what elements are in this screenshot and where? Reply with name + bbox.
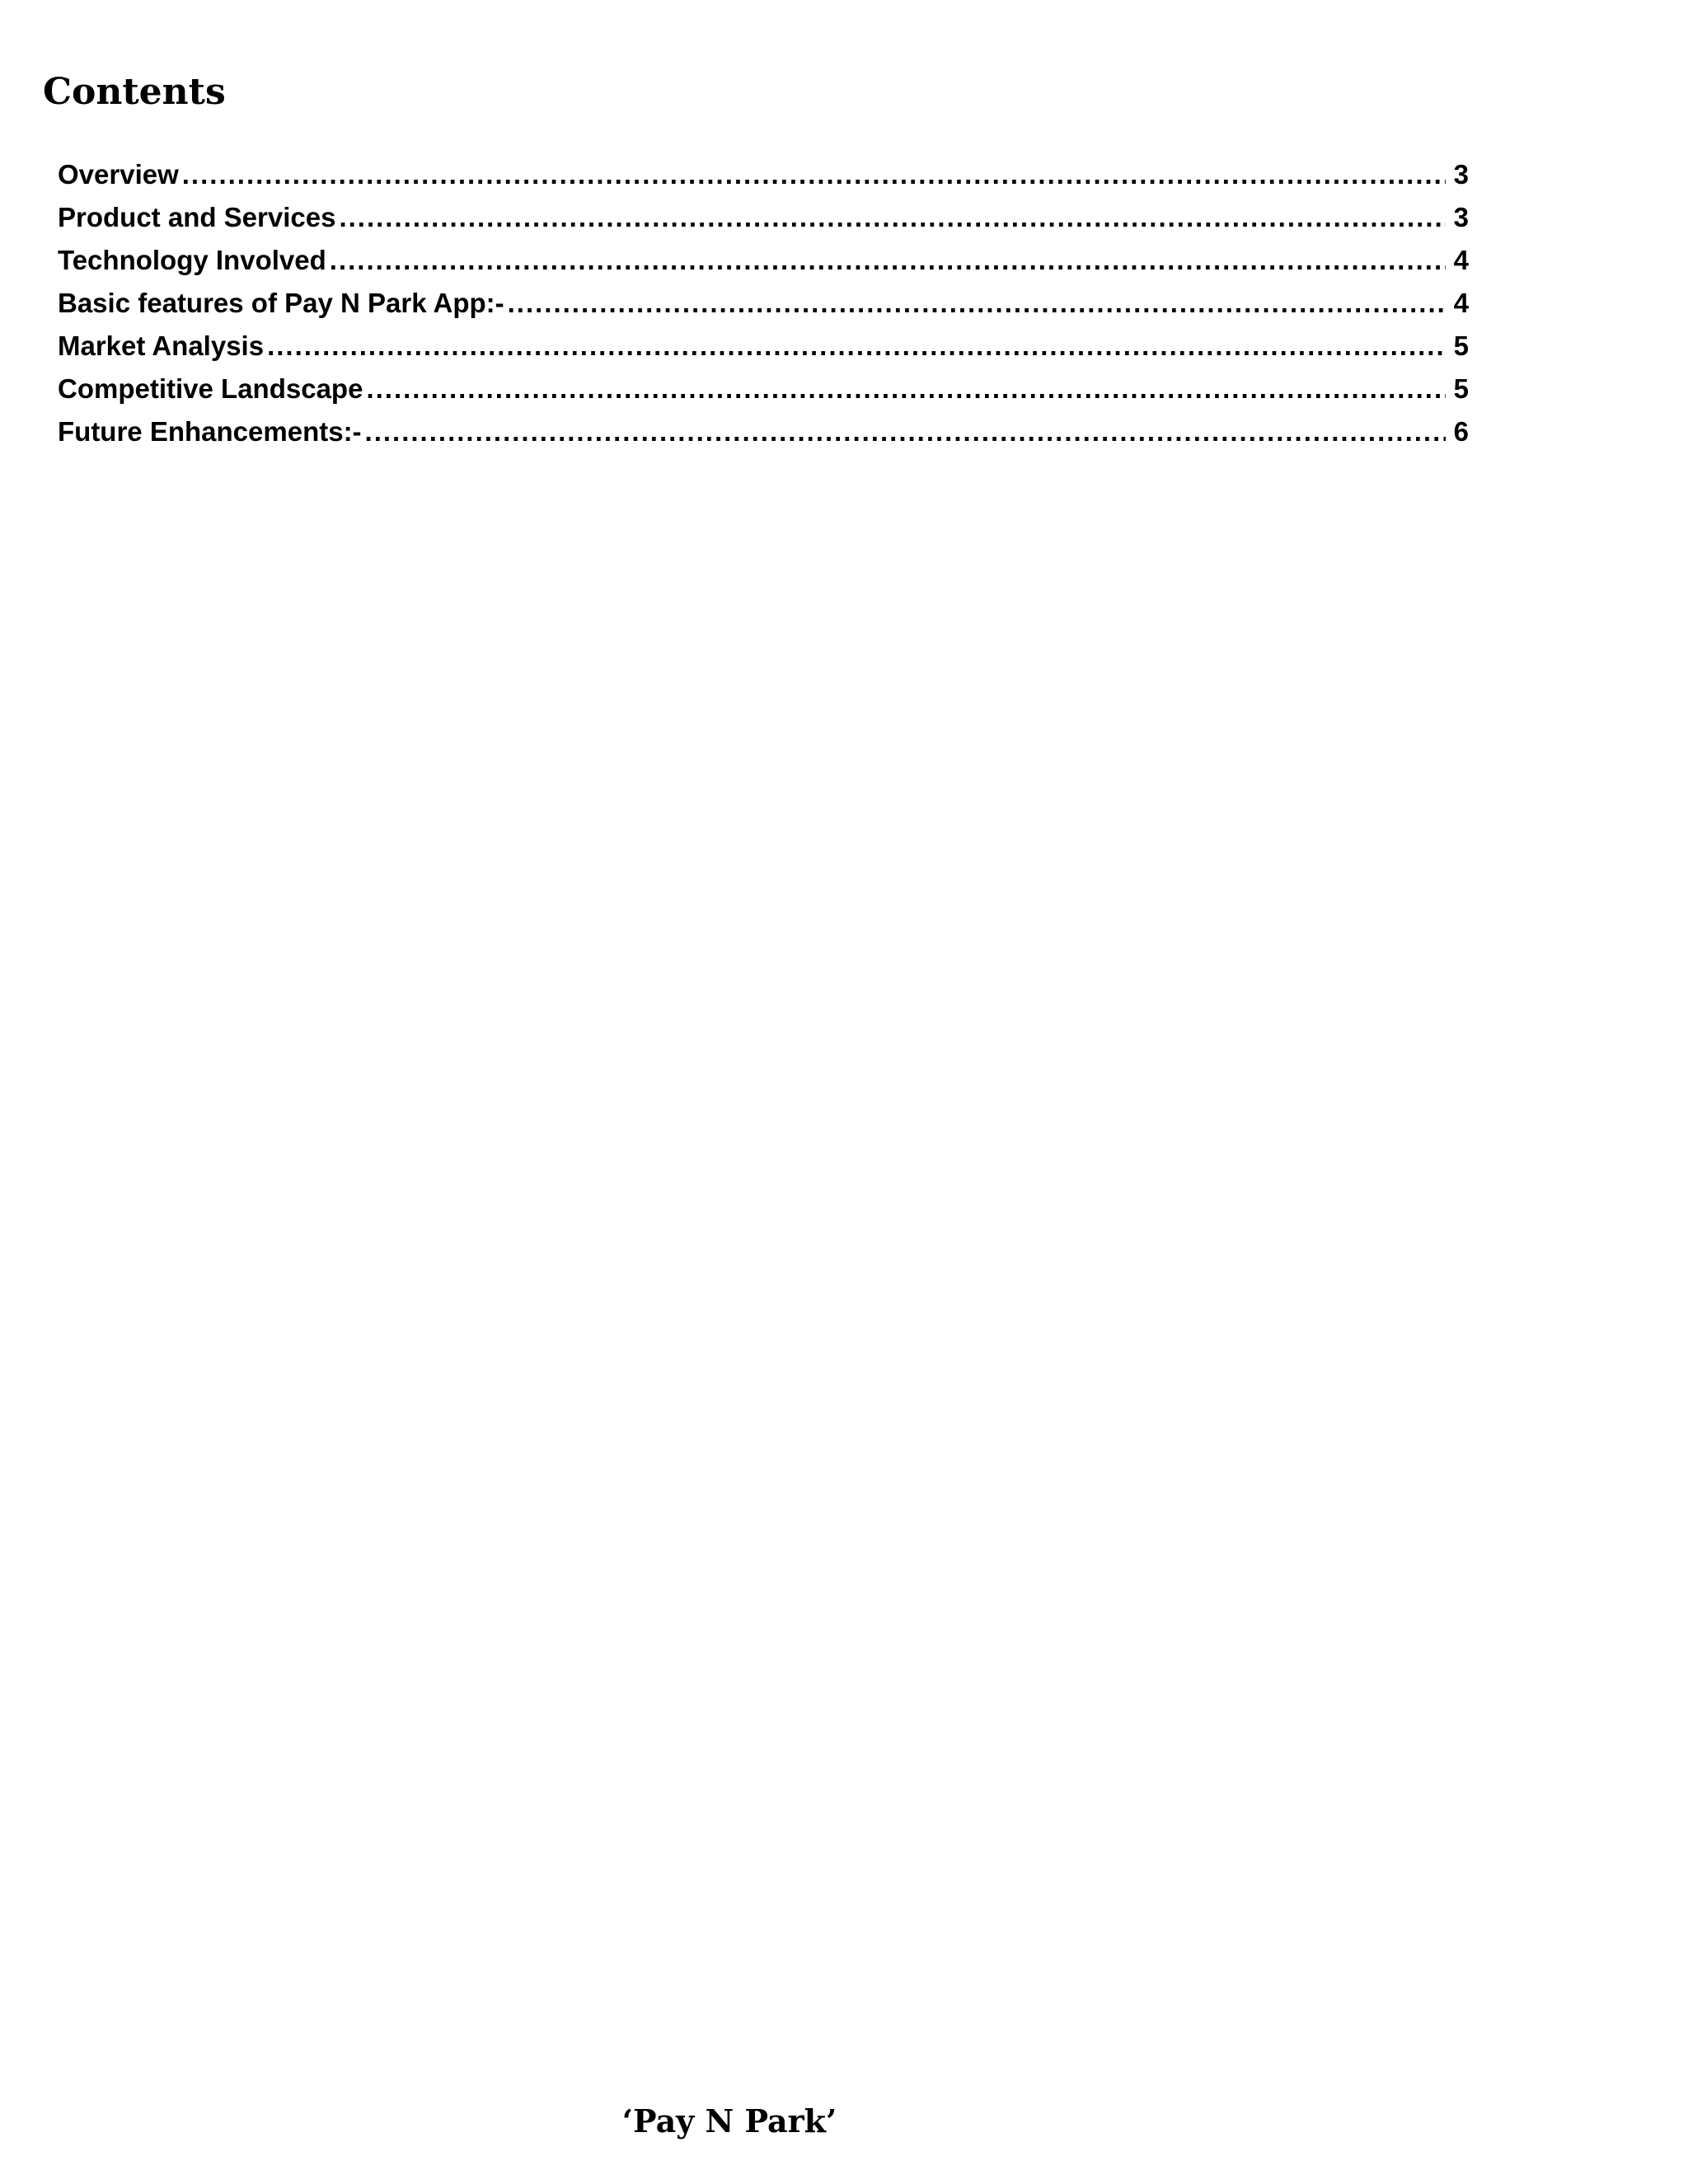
toc-entry-market-analysis[interactable] [58,325,1469,368]
toc-entry-basic-features[interactable] [58,282,1469,325]
toc-entry-technology-involved[interactable] [58,239,1469,282]
toc-dot-leader [339,196,1445,239]
toc-entry-title: Technology Involved [58,245,326,275]
toc-dot-leader [365,410,1446,453]
toc-page-number: 4 [1453,245,1469,275]
toc-dot-leader [267,325,1446,368]
toc-entry-title: Product and Services [58,202,336,232]
toc-entry-product-and-services[interactable] [58,196,1469,239]
toc-entry-title: Basic features of Pay N Park App:- [58,288,504,318]
toc-entry-future-enhancements[interactable] [58,410,1469,453]
toc-dot-leader [182,153,1446,196]
toc-page-number: 4 [1453,288,1469,318]
footer-document-title: ‘Pay N Park’ [621,2102,837,2139]
toc-dot-leader [366,368,1445,410]
toc-entry-overview[interactable] [58,153,1469,196]
toc-dot-leader [330,239,1446,282]
toc-entry-competitive-landscape[interactable] [58,368,1469,410]
toc-page-number: 5 [1453,330,1469,361]
toc-entry-title: Market Analysis [58,330,265,361]
toc-heading: Contents [43,71,226,113]
toc-dot-leader [508,282,1446,325]
toc-entry-title: Overview [58,159,179,190]
toc-page-number: 3 [1453,202,1469,232]
toc-page-number: 6 [1453,416,1469,447]
table-of-contents [58,153,1469,453]
toc-entry-title: Competitive Landscape [58,373,363,404]
toc-page-number: 5 [1453,373,1469,404]
toc-entry-title: Future Enhancements:- [58,416,362,447]
toc-page-number: 3 [1453,159,1469,190]
